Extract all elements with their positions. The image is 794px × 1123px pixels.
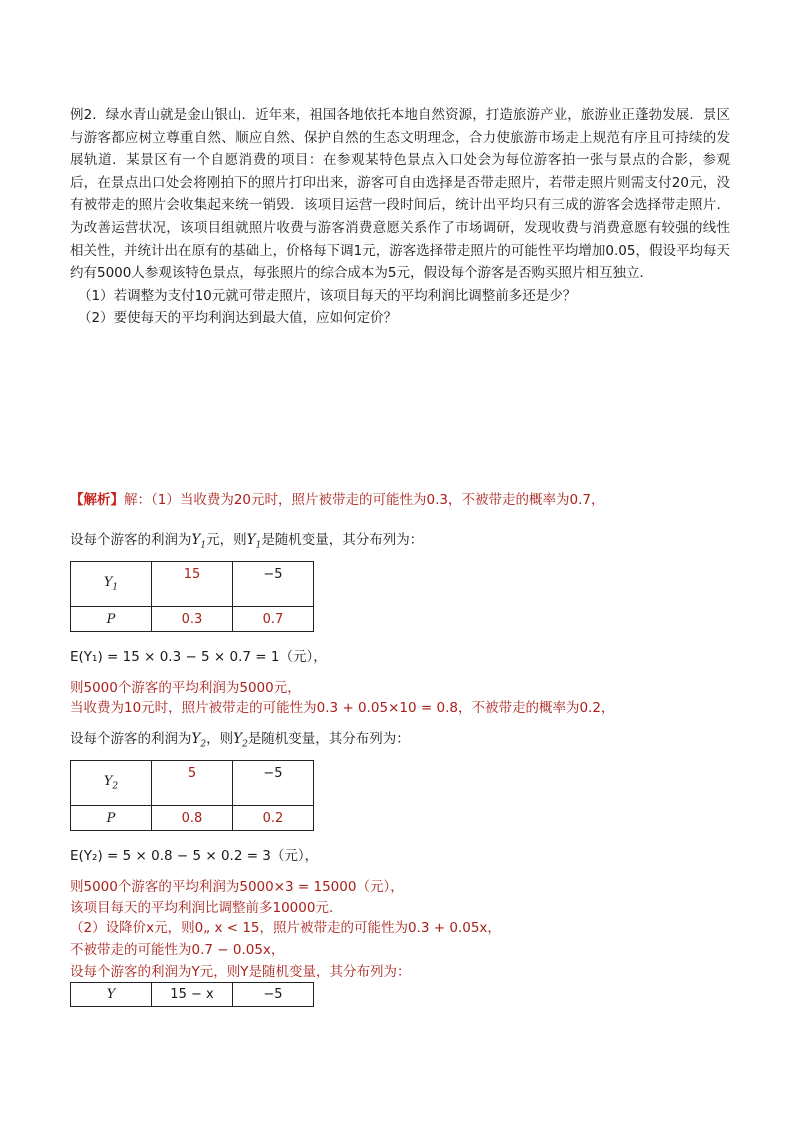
problem-statement	[70, 104, 730, 330]
solution-line-1-text: 解：（1）当收费为20元时，照片被带走的可能性为0.3，不被带走的概率为0.7，	[124, 492, 605, 508]
solution-line-7: 该项目每天的平均利润比调整前多10000元．	[70, 900, 343, 916]
subscript: 1	[200, 540, 207, 551]
table-1-p-label: P	[71, 607, 152, 632]
subscript: 2	[112, 781, 119, 792]
question-1: （1）若调整为支付10元就可带走照片，该项目每天的平均利润比调整前多还是少？	[78, 287, 577, 304]
subscript: 2	[242, 739, 248, 750]
table-2-value-a: 5	[152, 761, 233, 806]
table-1-prob-a: 0.3	[152, 607, 233, 632]
solution-line-2	[70, 530, 423, 556]
solution-line-8: （2）设降价x元，则0„ x < 15，照片被带走的可能性为0.3 + 0.05x，	[70, 920, 501, 936]
table-3-header-y: Y	[71, 983, 152, 1007]
table-1-value-a: 15	[152, 562, 233, 607]
table-1-value-b: −5	[233, 562, 314, 607]
table-1-header-y1	[71, 562, 152, 607]
solution-line-3: 则5000个游客的平均利润为5000元，	[70, 680, 301, 696]
text-segment: 是随机变量，其分布列为：	[247, 731, 410, 747]
distribution-table-3	[70, 982, 314, 1007]
solution-line-4: 当收费为10元时，照片被带走的可能性为0.3 + 0.05×10 = 0.8，不被带走的概率为0.2，	[70, 700, 615, 716]
var-y: Y	[233, 731, 243, 747]
subscript: 1	[255, 540, 262, 551]
solution-line-10: 设每个游客的利润为Y元，则Y是随机变量，其分布列为：	[70, 964, 411, 980]
text-segment: ，则	[206, 731, 234, 747]
expectation-2: E(Y₂) = 5 × 0.8 − 5 × 0.2 = 3（元），	[70, 848, 319, 864]
table-3-value-b: −5	[233, 983, 314, 1007]
problem-text: 例2．绿水青山就是金山银山．近年来，祖国各地依托本地自然资源，打造旅游产业，旅游业正蓬勃发展．景区与游客都应树立尊重自然、顺应自然、保护自然的生态文明理念，合力使旅游市场走上规范有序且可持续的发展轨道．某景区有一个自愿消费的项目：在参观某特色景点入口处会为每位游客拍一张与景点的合影，参观后，在景点出口处会将刚拍下的照片打印出来，游客可自由选择是否带走照片，若带走照片则需支付20元，没有被带走的照片会收集起来统一销毁．该项目运营一段时间后，统计出平均只有三成的游客会选择带走照片．为改善运营状况，该项目组就照片收费与游客消费意愿关系作了市场调研，发现收费与消费意愿有较强的线性相关性，并统计出在原有的基础上，价格每下调1元，游客选择带走照片的可能性平均增加0.05，假设平均每天约有5000人参观该特色景点，每张照片的综合成本为5元，假设每个游客是否购买照片相互独立．	[70, 107, 730, 282]
var-y: Y	[191, 731, 201, 747]
solution-line-5	[70, 729, 410, 755]
var-y: Y	[246, 532, 256, 548]
var-y: Y	[191, 532, 201, 548]
var-y: Y	[103, 774, 113, 790]
var-y2-b	[233, 731, 248, 750]
var-y1-b	[246, 532, 262, 551]
var-y: Y	[103, 575, 113, 591]
table-2-header-y2	[71, 761, 152, 806]
solution-line-9: 不被带走的可能性为0.7 − 0.05x，	[70, 942, 285, 958]
solution-tag: 【解析】	[70, 492, 124, 508]
var-y1	[191, 532, 207, 551]
table-2-prob-a: 0.8	[152, 806, 233, 831]
text-segment: 元，则	[206, 532, 247, 548]
table-2-prob-b: 0.2	[233, 806, 314, 831]
table-1-prob-b: 0.7	[233, 607, 314, 632]
solution-line-1	[70, 490, 604, 510]
text-segment: 设每个游客的利润为	[70, 731, 192, 747]
distribution-table-1	[70, 561, 314, 632]
table-3-value-a: 15 − x	[152, 983, 233, 1007]
expectation-1: E(Y₁) = 15 × 0.3 − 5 × 0.7 = 1（元），	[70, 649, 327, 665]
text-segment: 是随机变量，其分布列为：	[261, 532, 424, 548]
var-y2	[191, 731, 207, 750]
table-2-p-label: P	[71, 806, 152, 831]
distribution-table-2	[70, 760, 314, 831]
subscript: 1	[112, 582, 119, 593]
subscript: 2	[200, 739, 207, 750]
question-2: （2）要使每天的平均利润达到最大值，应如何定价？	[78, 310, 398, 327]
text-segment: 设每个游客的利润为	[70, 532, 192, 548]
table-2-value-b: −5	[233, 761, 314, 806]
solution-line-6: 则5000个游客的平均利润为5000×3 = 15000（元），	[70, 879, 404, 895]
